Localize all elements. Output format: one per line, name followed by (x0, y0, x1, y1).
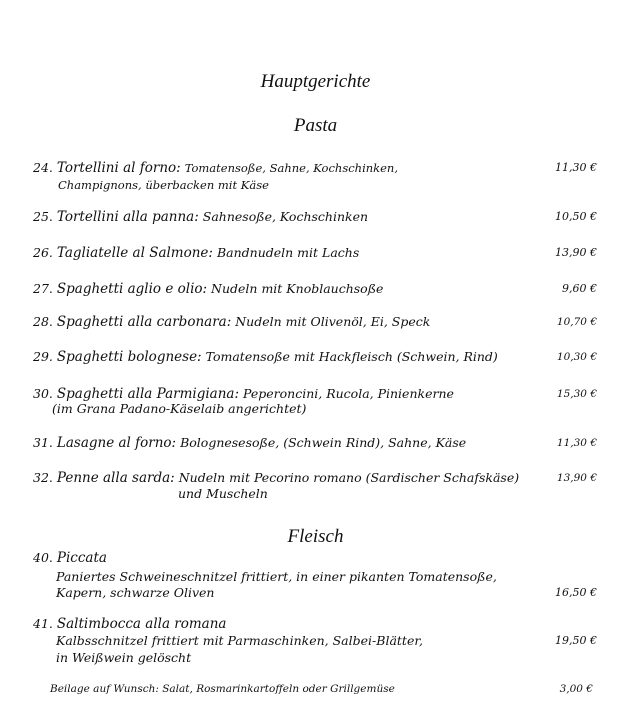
page-title: Hauptgerichte (260, 71, 371, 92)
item-description: Champignons, überbacken mit Käse (58, 178, 269, 192)
item-name: Spaghetti alla carbonara: (56, 314, 232, 330)
item-price: 10,70 € (556, 316, 597, 328)
item-number: 24. (33, 160, 53, 175)
item-price: 13,90 € (555, 246, 597, 259)
item-number: 40. (33, 550, 53, 565)
item-name: Penne alla sarda: (56, 470, 175, 486)
section-heading-fleisch: Fleisch (287, 526, 344, 547)
item-description: Sahnesoße, Kochschinken (202, 209, 369, 224)
item-price: 13,90 € (556, 472, 597, 484)
item-description: und Muscheln (178, 486, 268, 501)
menu-item (33, 615, 226, 633)
menu-item (33, 549, 107, 567)
item-price: 10,30 € (556, 351, 597, 363)
item-number: 29. (33, 349, 53, 364)
item-name: Tortellini al forno: (56, 160, 181, 176)
item-description: Kalbsschnitzel frittiert mit Parmaschinken, Salbei-Blätter, (56, 633, 423, 648)
section-heading-pasta: Pasta (293, 115, 338, 136)
item-price: 19,50 € (555, 634, 597, 647)
item-description: Nudeln mit Pecorino romano (Sardischer Schafskäse) (178, 470, 520, 485)
item-price: 9,60 € (562, 282, 597, 295)
item-number: 31. (33, 435, 53, 450)
item-description: Bolognesesoße, (Schwein Rind), Sahne, Käse (180, 435, 467, 450)
item-description: Paniertes Schweineschnitzel frittiert, in einer pikanten Tomatensoße, (56, 569, 497, 584)
menu-item (33, 280, 383, 298)
item-description: Peperoncini, Rucola, Pinienkerne (243, 386, 454, 401)
menu-item (33, 208, 368, 226)
menu-item (33, 159, 398, 177)
item-name: Tortellini alla panna: (56, 209, 199, 225)
item-price: 15,30 € (556, 388, 597, 400)
item-description: (im Grana Padano-Käselaib angerichtet) (52, 401, 307, 416)
item-description: in Weißwein gelöscht (56, 650, 192, 665)
item-name: Spaghetti alla Parmigiana: (56, 386, 240, 402)
item-name: Spaghetti bolognese: (56, 349, 202, 365)
menu-item (33, 434, 466, 452)
item-number: 41. (33, 616, 53, 631)
item-price: 10,50 € (555, 210, 597, 223)
side-dish-note: Beilage auf Wunsch: Salat, Rosmarinkartoffeln oder Grillgemüse (50, 683, 395, 695)
menu-item (33, 348, 498, 366)
item-description: Kapern, schwarze Oliven (56, 585, 215, 600)
item-description: Tomatensoße, Sahne, Kochschinken, (184, 161, 398, 175)
side-dish-price: 3,00 € (559, 683, 593, 695)
item-name: Lasagne al forno: (56, 435, 177, 451)
item-number: 28. (33, 314, 53, 329)
item-description: Nudeln mit Olivenöl, Ei, Speck (235, 314, 431, 329)
item-price: 16,50 € (555, 586, 597, 599)
menu-item (33, 469, 519, 487)
menu-item (33, 244, 359, 262)
item-price: 11,30 € (555, 161, 597, 174)
item-name: Piccata (56, 550, 107, 566)
item-name: Tagliatelle al Salmone: (56, 245, 213, 261)
item-number: 30. (33, 386, 53, 401)
item-number: 32. (33, 470, 53, 485)
item-name: Saltimbocca alla romana (56, 616, 227, 632)
item-name: Spaghetti aglio e olio: (56, 281, 208, 297)
item-description: Tomatensoße mit Hackfleisch (Schwein, Rind) (205, 349, 498, 364)
item-price: 11,30 € (556, 437, 597, 449)
item-description: Bandnudeln mit Lachs (216, 245, 360, 260)
item-description: Nudeln mit Knoblauchsoße (211, 281, 384, 296)
menu-item (33, 313, 430, 331)
item-number: 25. (33, 209, 53, 224)
item-number: 26. (33, 245, 53, 260)
item-number: 27. (33, 281, 53, 296)
